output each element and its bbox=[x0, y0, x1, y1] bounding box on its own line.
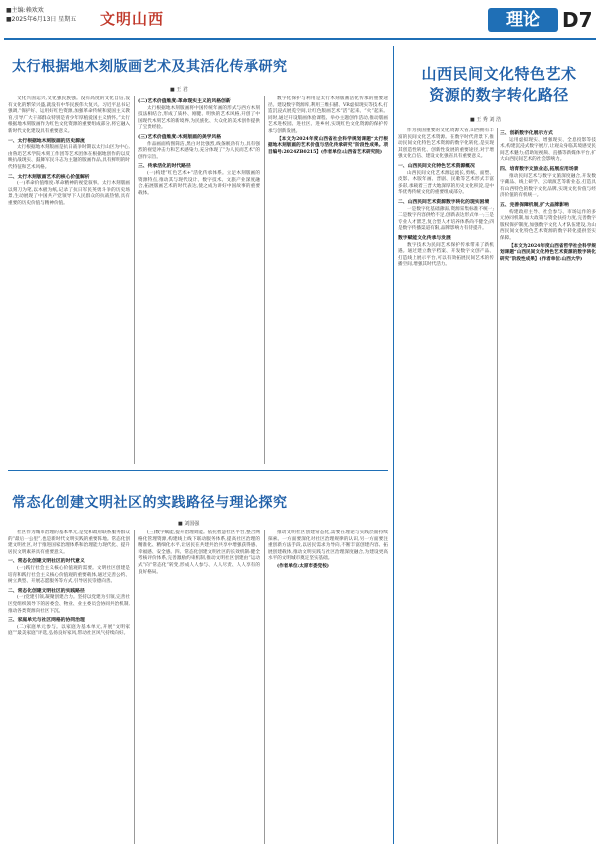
paper-logo: 文明山西 bbox=[100, 10, 165, 28]
column-divider bbox=[497, 128, 498, 844]
article1-c2-p3: (一)构建“红色艺术+”活化传承体系。立足木刻版画的资源特点,推动其与现代设计、数字技术、文旅产业深度融合,拓展版画艺术的时代表达,使之成为讲好中国故事的重要载体。 bbox=[138, 170, 260, 196]
article2-intro: 社区作为城市治理的基本单元,是党和政府联系服务群众的“最后一公里”,也是新时代文明实践的重要阵地。常态化创建文明社区,对于推进国家治理体系和治理能力现代化、提升居民文明素养具有重要意义。 bbox=[8, 530, 130, 555]
article1-s2-heading: 二、太行木刻版画艺术的核心价值解析 bbox=[8, 173, 90, 180]
article1-intro: 文化兴国运兴,文化强民族强。没有高度的文化自信,没有文化的繁荣兴盛,就没有中华民族伟大复兴。习近平总书记强调,“保护好、运用好红色资源,加强革命传统和爱国主义教育,引导广大干部群众特别是青少年厚植爱国主义情怀。”太行根据地木刻版画作为红色文化资源的重要组成部分,将它融入新时代文化建设具有重要意义。 bbox=[8, 96, 130, 134]
article1-col3 bbox=[268, 96, 388, 464]
column-divider bbox=[264, 530, 265, 844]
article1-s1-body: 太行根据地木刻版画是抗日战争时期以太行山区为中心,由鲁迅艺术学院木刻工作团等艺术团体在根据地创作的以反映抗战现实、鼓舞军民斗志为主题的版画作品,具有鲜明的时代特征和艺术风格。 bbox=[8, 145, 130, 170]
article3-s3-heading: 数字赋能文化传承与发展 bbox=[398, 234, 451, 241]
date-line: ■2025年6月13日 星期五 bbox=[6, 16, 77, 23]
article3-c2-p2: 推动民间艺术与数字文旅深度融合,开发数字藏品、线上研学、云端演艺等新业态,打造具有山西特色的数字文化品牌,实现文化价值与经济价值的有机统一。 bbox=[500, 173, 596, 199]
article1-c2-h3: 三、传承活化的时代路径 bbox=[138, 163, 191, 170]
article2-s3-body: (二)家庭单元参与。以家庭为基本单元,开展“文明家庭”“最美家庭”评选,弘扬良好家风,带动社区风气持续向好。 bbox=[8, 624, 130, 637]
article2-s2-heading: 二、常态化创建文明社区的实践路径 bbox=[8, 587, 85, 594]
article1-c3-body: 数字化保护与利用是太行木刻版画活化传承的重要途径。建设数字资源库,利用三维扫描、VR虚拟现实等技术,打造沉浸式展览空间,让红色版画艺术“活”起来、“火”起来。同时,通过开设版画体验课程、举办主题创作活动,推动版画艺术进校园、进社区、进乡村,实现红色文化资源的保护传承与创新发展。 bbox=[268, 96, 388, 134]
article3-title-line2: 资源的数字转化路径 bbox=[429, 86, 569, 104]
article1-s2-body: (一)革命价值维度:革命精神的视觉叙事。太行木刻版画以刻刀为笔,以木板为纸,记录了抗日军民英勇斗争的历史场景,生动展现了中国共产党领导下人民群众的抗战热情,具有重要的历史价值与精神价值。 bbox=[8, 181, 130, 206]
article3-col1 bbox=[398, 128, 494, 844]
article3-fund-note: 【本文为2024年度山西省哲学社会科学规划课题“山西民间文化特色艺术资源的数字转化研究”阶段性成果】(作者单位:山西大学) bbox=[500, 243, 596, 262]
section-badge: 理论 bbox=[488, 8, 558, 32]
article1-s1-heading: 一、太行根据地木刻版画的历史源流 bbox=[8, 137, 85, 144]
article3-c2-h2: 四、培育数字文旅业态,拓展应用场景 bbox=[500, 165, 579, 172]
article3-s3-body: 数字技术为民间艺术保护传承带来了新机遇。通过建立数字档案、开发数字文创产品、打造线上展示平台,可以有效拓展民间艺术的传播空间,增强其时代活力。 bbox=[398, 242, 494, 268]
column-divider bbox=[264, 96, 265, 464]
article2-col3 bbox=[268, 530, 388, 844]
editor-line: ■主编:赖欢欢 bbox=[6, 7, 44, 14]
article3-c2-p1: 运用虚拟现实、增强现实、全息投影等技术,构建沉浸式数字展厅,让观众身临其境感受民间艺术魅力;借助短视频、直播等新媒体平台,扩大山西民间艺术的社会影响力。 bbox=[500, 137, 596, 163]
page-number: D7 bbox=[562, 8, 593, 32]
article2-s1-heading: 一、常态化创建文明社区的时代意义 bbox=[8, 558, 85, 565]
article1-c2-h2: (三)艺术价值维度:木刻版画的美学风格 bbox=[138, 133, 222, 140]
masthead-rule bbox=[4, 38, 596, 40]
article3-s2-body: 一是数字化基础薄弱,资源采集标准不统一;二是数字内容供给不足,创新表达形式单一;三是专业人才匮乏,复合型人才培养体系尚不健全;四是数字传播渠道有限,品牌影响力有待提升。 bbox=[398, 206, 494, 232]
section-divider bbox=[8, 470, 388, 471]
article3-c2-h1: 三、创新数字化展示方式 bbox=[500, 130, 553, 136]
article1-title: 太行根据地木刻版画艺术及其活化传承研究 bbox=[12, 59, 288, 75]
column-divider bbox=[134, 530, 135, 844]
article3-s1-body: 山西民间文化艺术源远流长,剪纸、面塑、皮影、木版年画、晋剧、民歌等艺术形式丰富多彩,承载着三晋大地深厚的历史文化积淀,是中华优秀传统文化的重要组成部分。 bbox=[398, 170, 494, 196]
article2-s1-body: (一)践行社会主义核心价值观的需要。文明社区创建是培育和践行社会主义核心价值观的重要载体,通过完善公约、树立典型、开展志愿服务等方式,引导居民崇德向善。 bbox=[8, 565, 130, 585]
article3-s2-heading: 二、山西民间艺术资源数字转化的现实困境 bbox=[398, 198, 490, 205]
article2-s3-heading: 三、家庭单元与社区网格的协同治理 bbox=[8, 617, 85, 624]
article1-fund-note: 【本文为2024年度山西省社会科学规划课题“太行根据地木刻版画的艺术价值与活化传承研究”阶段性成果。项目编号:2024ZB0215】(作者单位:山西省艺术研究院) bbox=[268, 136, 388, 155]
article3-s1-heading: 一、山西民间文化特色艺术资源概况 bbox=[398, 162, 475, 169]
article1-col2 bbox=[138, 96, 260, 464]
article3-byline: ■ 王 秀 刘 浩 bbox=[470, 117, 502, 123]
article1-c2-p2: 作品画面构图简洁,黑白对比强烈,线条刚劲有力,具有强烈的视觉冲击力和艺术感染力,充分体现了“为人民而艺术”的创作宗旨。 bbox=[138, 141, 260, 160]
article2-col1 bbox=[8, 530, 130, 844]
article2-c2-body: (三)数字赋能,提升治理效能。依托智慧社区平台,整合网格化管理资源,构建线上线下联动服务体系,提高社区治理的精准化、精细化水平,让居民在共建共治共享中增强获得感、幸福感、安全感。四、常态化创建文明社区的长效机制:健全考核评价体系,完善激励约束机制,推动文明社区创建由“运动式”向“常态化”转变,形成人人参与、人人尽责、人人享有的良好格局。 bbox=[138, 530, 260, 575]
article2-s2-body: (一)党建引领,凝聚创建合力。坚持以党建为引领,完善社区党组织领导下的居委会、物业、业主委员会协同共治机制,推动各类资源向社区下沉。 bbox=[8, 595, 130, 614]
article3-title-line1: 山西民间文化特色艺术 bbox=[421, 65, 577, 83]
article1-byline: ■ 王 君 bbox=[170, 87, 188, 93]
article3-c3-p1: 构建政府主导、社会参与、市场运作的多元协同机制,加大政策与资金扶持力度,完善数字版权保护制度,加强数字文化人才队伍建设,为山西民间文化特色艺术资源的数字转化提供坚实保障。 bbox=[500, 209, 596, 241]
article2-col2 bbox=[138, 530, 260, 844]
article2-author: (作者单位:太原市委党校) bbox=[277, 563, 329, 569]
article1-col1 bbox=[8, 96, 130, 464]
column-divider bbox=[134, 96, 135, 464]
article3-title bbox=[404, 64, 594, 106]
masthead bbox=[0, 0, 600, 42]
article1-c2-p1: 太行根据地木刻版画将中国传统年画的形式与西方木刻技法相结合,形成了质朴、刚健、明快的艺术风格,开创了中国现代木刻艺术的新境界,为民族化、大众化的美术创作提供了宝贵经验。 bbox=[138, 105, 260, 131]
article1-c2-h1: (二)艺术价值维度:革命现实主义的风格创新 bbox=[138, 98, 231, 104]
article2-byline: ■ 刘国强 bbox=[178, 521, 200, 527]
page-divider bbox=[393, 46, 394, 844]
article3-col2 bbox=[500, 128, 596, 844]
masthead-meta bbox=[6, 6, 76, 24]
article3-intro: 作为我国重要的文化资源大省,山西拥有丰富的民间文化艺术资源。在数字时代背景下,推动民间文化特色艺术资源的数字化转化,是实现其创造性转化、创新性发展的重要途径,对于增强文化自信、建设文化强省具有重要意义。 bbox=[398, 128, 494, 160]
article2-c3-body: 推动文明社区创建常态化,需要在理论与实践层面持续探索。一方面要深化对社区治理规律的认识,另一方面要注重创新方法手段,以居民需求为导向,不断丰富创建内容、拓展创建载体,推动文明实践与社区治理深度融合,为建设更高水平的文明城市奠定坚实基础。 bbox=[268, 530, 388, 562]
article3-c3-h1: 五、完善保障机制,扩大品牌影响 bbox=[500, 201, 569, 208]
article2-title: 常态化创建文明社区的实践路径与理论探究 bbox=[12, 495, 288, 511]
